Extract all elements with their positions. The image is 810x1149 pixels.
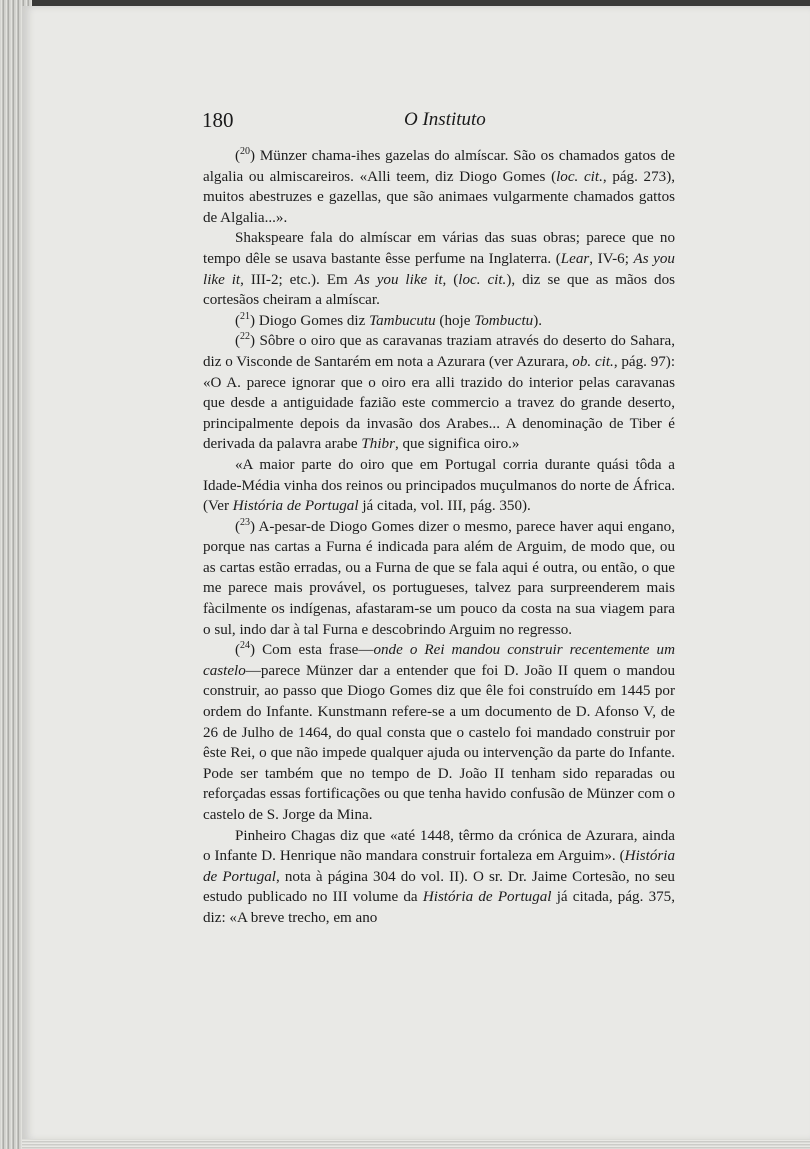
text-run: Sôbre o oiro que as caravanas traziam através do deserto do Sahara, diz o Visconde de Santarém em nota a Azurara (ver Azurara, xyxy=(203,333,675,370)
page-stack-bottom-edge xyxy=(22,1139,810,1149)
italic-text: História de Portugal xyxy=(422,889,552,906)
italic-text: onde o Rei mandou construir recentemente um castelo xyxy=(203,642,675,679)
italic-text: Tambucutu xyxy=(369,312,436,329)
text-run: Münzer chama-ihes gazelas do almíscar. São os chamados gatos de algalia ou almiscareiros. «Alli teem, diz Diogo Gomes ( xyxy=(203,148,675,185)
text-run: Shakspeare fala do almíscar em várias das suas obras; parece que no tempo dêle se usava bastante êsse perfume na Inglaterra. ( xyxy=(203,230,675,267)
italic-text: História de Portugal xyxy=(203,848,675,885)
text-run: Pinheiro Chagas diz que «até 1448, têrmo da crónica de Azurara, ainda o Infante D. Henrique não mandara construir fortaleza em Arguim». ( xyxy=(203,827,675,865)
paragraph-pinheiro xyxy=(203,826,675,929)
text-run: A-pesar-de Diogo Gomes dizer o mesmo, parece haver aqui engano, porque nas cartas a Furna é indicada para além de Arguim, de modo que, ou as cartas estão erradas, ou a Furna de que se fala aqui é outra, ou então, o que me parece mais provável, os portugueses, talvez para surpreenderem mais fàcilmente os indígenas, afastaram-se um pouco da costa na sua viagem para o sul, indo dar à tal Furna e descobrindo Arguim no regresso. xyxy=(203,518,675,638)
text-run: , nota à página 304 do vol. II). O sr. Dr. Jaime Cortesão, no seu estudo publicado no III volume da xyxy=(203,868,675,906)
footnote-fn22: ($^{22}$) Sôbre o oiro que as caravanas traziam através do deserto do Sahara, diz o Visconde de Santarém em nota a Azurara (ver Azurara, ob. cit., pág. 97): «O A. parece ignorar que o oiro era alli trazido do interior pelas caravanas que desde a antiguidade fazião este commercio a travez do grande deserto, principalmente depois da invasão dos Arabes... A denominação de Tiber é derivada da palavra arabe Thibr, que significa oiro.» xyxy=(203,331,676,453)
running-title: O Instituto xyxy=(404,109,486,130)
footnote-number: 24 xyxy=(240,640,251,652)
italic-text: História de Portugal xyxy=(232,498,359,515)
footnote-fn24: ($^{24}$) Com esta frase—onde o Rei mandou construir recentemente um castelo—parece Münzer dar a entender que foi D. João II quem o mandou construir, ao passo que Diogo Gomes diz que êle foi construído em 1445 por ordem do Infante. Kunstmann refere-se a um documento de D. Afonso V, de 26 de Julho de 1464, do qual consta que o castelo foi mandado construir por êste Rei, o que não impede qualquer ajuda ou intervenção da parte do Infante. Pode ser também que no tempo de D. João II tenham sido reparadas ou reforçadas essas fortificações ou que tenha havido confusão de Münzer com o castelo de S. Jorge da Mina. xyxy=(203,640,675,823)
text-run: , pág. 97): «O A. parece ignorar que o oiro era alli trazido do interior pelas caravanas que desde a antiguidade fazião este commercio a travez do grande deserto, principalmente depois da invasão dos Arabes... A denominação de Tiber é derivada da palavra arabe xyxy=(203,353,676,453)
text-run: já citada, vol. III, pág. 350). xyxy=(358,498,531,515)
italic-text: As you like it xyxy=(354,271,443,288)
italic-text: loc. cit. xyxy=(556,168,603,185)
italic-text: As you like it xyxy=(203,250,675,288)
text-run: , ( xyxy=(442,271,459,288)
paragraph-maior-parte xyxy=(203,455,675,517)
italic-text: Thibr xyxy=(361,436,395,453)
footnote-fn20: ($^{20}$) Münzer chama-ihes gazelas do almíscar. São os chamados gatos de algalia ou almiscareiros. «Alli teem, diz Diogo Gomes (loc. cit., pág. 273), muitos abestruzes e gazellas, que são animaes vulgarmente chamados gattos de Algalia...». xyxy=(203,145,675,226)
text-run: , que significa oiro.» xyxy=(394,436,520,453)
footnote-number: 21 xyxy=(240,310,251,322)
text-run: ), diz se que as mãos dos cortesãos cheiram a almíscar. xyxy=(203,271,675,309)
italic-text: Tombuctu xyxy=(474,312,534,329)
page-number: 180 xyxy=(202,108,234,132)
footnote-fn21: ($^{21}$) Diogo Gomes diz Tambucutu (hoje Tombuctu). xyxy=(235,310,543,329)
footnote-fn23: ($^{23}$) A-pesar-de Diogo Gomes dizer o mesmo, parece haver aqui engano, porque nas cartas a Furna é indicada para além de Arguim, de modo que, ou as cartas estão erradas, ou a Furna de que se fala aqui é outra, ou então, o que me parece mais provável, os portugueses, talvez para surpreenderem mais fàcilmente os indígenas, afastaram-se um pouco da costa na sua viagem para o sul, indo dar à tal Furna e descobrindo Arguim no regresso. xyxy=(203,516,675,638)
footnote-number: 22 xyxy=(240,331,251,343)
page-header xyxy=(202,108,676,134)
text-run: Diogo Gomes diz xyxy=(258,312,370,329)
footnote-number: 23 xyxy=(240,516,251,528)
text-run: , IV-6; xyxy=(589,250,634,267)
text-run: «A maior parte do oiro que em Portugal corria durante quási tôda a Idade-Média vinha dos reinos ou principados muçulmanos do norte de África. (Ver xyxy=(203,456,675,515)
text-run: ). xyxy=(533,312,543,329)
text-run: (hoje xyxy=(435,312,475,329)
text-run: Com esta frase— xyxy=(262,642,374,659)
paragraph-shakspeare xyxy=(203,228,675,310)
page-body xyxy=(203,146,675,929)
text-run: —parece Münzer dar a entender que foi D. João II quem o mandou construir, ao passo que Diogo Gomes diz que êle foi construído em 1445 por ordem do Infante. Kunstmann refere-se a um documento de D. Afonso V, de 26 de Julho de 1464, do qual consta que o castelo foi mandado construir por êste Rei, o que não impede qualquer ajuda ou intervenção da parte do Infante. Pode ser também que no tempo de D. João II tenham sido reparadas ou reforçadas essas fortificações ou que tenha havido confusão de Münzer com o castelo de S. Jorge da Mina. xyxy=(203,662,675,823)
footnote-number: 20 xyxy=(240,145,251,157)
text-run: já citada, pág. 375, diz: «A breve trecho, em ano xyxy=(203,889,675,926)
text-run: , pág. 273), muitos abestruzes e gazellas, que são animaes vulgarmente chamados gattos de Algalia...». xyxy=(203,168,675,226)
italic-text: loc. cit. xyxy=(458,271,507,288)
text-run: , III-2; etc.). Em xyxy=(240,271,355,288)
italic-text: ob. cit. xyxy=(572,353,614,370)
italic-text: Lear xyxy=(560,250,590,267)
